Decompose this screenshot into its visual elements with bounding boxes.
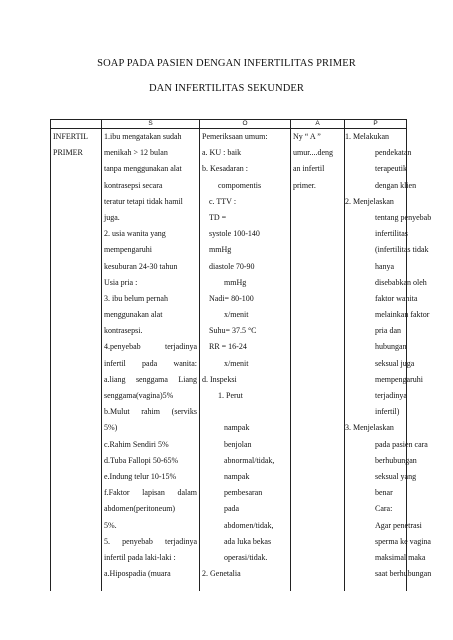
cell-line: sperma ke vagina xyxy=(375,536,431,546)
cell-line: pada pasien cara xyxy=(375,439,428,449)
cell-line: teratur tetapi tidak hamil xyxy=(104,196,183,206)
cell-line: x/menit xyxy=(224,358,249,368)
cell-line: 3. ibu belum pernah xyxy=(104,293,168,303)
cell-diagnosis xyxy=(51,129,102,591)
cell-line: Cara: xyxy=(375,504,393,514)
cell-line: menikah > 12 bulan xyxy=(104,148,168,158)
cell-line: operasi/tidak. xyxy=(224,552,268,562)
cell-line: pada xyxy=(224,504,240,514)
cell-line: nampak xyxy=(224,471,250,481)
cell-line: 1. Melakukan xyxy=(345,132,389,141)
header-p: P xyxy=(345,120,407,129)
cell-line: Nadi= 80-100 xyxy=(209,293,254,303)
cell-line: melainkan faktor xyxy=(375,310,430,320)
cell-line: 1.ibu mengatakan sudah xyxy=(104,132,182,141)
cell-line: 2. Menjelaskan xyxy=(345,196,394,206)
header-o: O xyxy=(200,120,291,129)
header-s: S xyxy=(102,120,200,129)
cell-line: systole 100-140 xyxy=(209,229,260,239)
table-row xyxy=(51,129,407,591)
cell-line: infertilitas xyxy=(375,229,408,239)
cell-line: 4.penyebab terjadinya xyxy=(104,342,197,352)
cell-line: infertil) xyxy=(375,407,400,417)
cell-line: diastole 70-90 xyxy=(209,261,255,271)
cell-line: 5%. xyxy=(104,520,117,530)
cell-line: Ny “ A ” xyxy=(293,132,321,141)
cell-line: tanpa menggunakan alat xyxy=(104,164,182,174)
cell-line: infertil pada wanita: xyxy=(104,358,197,368)
cell-line: Usia pria : xyxy=(104,277,138,287)
cell-line: terapeutik xyxy=(375,164,407,174)
cell-assessment xyxy=(291,129,345,591)
cell-line: pria dan xyxy=(375,326,401,336)
cell-line: nampak xyxy=(224,423,250,433)
cell-line: a.Hipospadia (muara xyxy=(104,569,171,579)
cell-line: mmHg xyxy=(209,245,232,255)
cell-line: Pemeriksaan umum: xyxy=(202,132,268,141)
cell-line: d.Tuba Fallopi 50-65% xyxy=(104,455,179,465)
cell-line: infertil pada laki-laki : xyxy=(104,552,176,562)
cell-line: (infertilitas tidak xyxy=(375,245,429,255)
cell-line xyxy=(200,404,290,420)
cell-subjective xyxy=(102,129,200,591)
cell-line: hanya xyxy=(375,261,395,271)
cell-line: f.Faktor lapisan dalam xyxy=(104,488,197,498)
cell-line: umur....deng xyxy=(293,148,333,158)
cell-line: faktor wanita xyxy=(375,293,418,303)
cell-line: x/menit xyxy=(224,310,249,320)
cell-line: TD = xyxy=(209,212,227,222)
cell-line: abnormal/tidak, xyxy=(224,455,275,465)
cell-line: juga. xyxy=(104,212,120,222)
cell-line: primer. xyxy=(293,180,316,190)
cell-line: benjolan xyxy=(224,439,252,449)
cell-line: senggama(vagina)5% xyxy=(104,391,174,400)
cell-line: mempengaruhi xyxy=(104,245,152,255)
cell-line: seksual yang xyxy=(375,471,417,481)
cell-line: maksimal maka xyxy=(375,552,426,562)
cell-line: a. KU : baik xyxy=(202,148,242,158)
cell-line: pendekatan xyxy=(375,148,412,158)
cell-line: disebabkan oleh xyxy=(375,277,427,287)
cell-line: d. Inspeksi xyxy=(202,374,237,384)
document-title-line-1: SOAP PADA PASIEN DENGAN INFERTILITAS PRIMER xyxy=(97,58,356,69)
cell-line: kesuburan 24-30 tahun xyxy=(104,261,178,271)
document-title-line-2: DAN INFERTILITAS SEKUNDER xyxy=(148,83,305,94)
cell-line: e.Indung telur 10-15% xyxy=(104,471,177,481)
cell-line: dengan klien xyxy=(375,180,417,190)
cell-line: INFERTIL xyxy=(53,132,89,141)
cell-line: b.Mulut rahim (serviks xyxy=(104,407,197,417)
cell-line: mmHg xyxy=(224,277,247,287)
cell-line: compomentis xyxy=(218,180,262,190)
cell-line: abdomen/tidak, xyxy=(224,520,274,530)
cell-line: abdomen(peritoneum) xyxy=(104,504,176,514)
cell-line: menggunakan alat xyxy=(104,310,163,320)
cell-line: Agar penetrasi xyxy=(375,520,422,530)
cell-line: benar xyxy=(375,488,393,498)
cell-plan xyxy=(345,129,432,591)
cell-line: Suhu= 37.5 °C xyxy=(209,326,257,336)
cell-line: tentang penyebab xyxy=(375,212,432,222)
cell-line: c.Rahim Sendiri 5% xyxy=(104,439,169,449)
cell-line: b. Kesadaran : xyxy=(202,164,248,174)
cell-line: ada luka bekas xyxy=(224,536,272,546)
cell-line: seksual juga xyxy=(375,358,415,368)
cell-line: mempengaruhi xyxy=(375,374,423,384)
cell-line: berhubungan xyxy=(375,455,417,465)
cell-line: c. TTV : xyxy=(209,196,237,206)
header-diagnosis xyxy=(51,120,102,129)
cell-line: kontrasepsi secara xyxy=(104,180,163,190)
cell-line: a.liang senggama Liang xyxy=(104,374,197,384)
cell-line: RR = 16-24 xyxy=(209,342,247,352)
header-a: A xyxy=(291,120,345,129)
cell-line: 2. Genetalia xyxy=(202,569,241,579)
cell-line: 3. Menjelaskan xyxy=(345,423,394,433)
cell-line: pembesaran xyxy=(224,488,263,498)
cell-line: terjadinya xyxy=(375,391,407,400)
cell-line: PRIMER xyxy=(53,148,83,158)
cell-objective xyxy=(200,129,291,591)
table-header-row xyxy=(51,120,407,129)
cell-line: saat berhubungan xyxy=(375,569,432,579)
cell-line: hubungan xyxy=(375,342,407,352)
cell-line: 5%) xyxy=(104,423,118,433)
cell-line: an infertil xyxy=(293,164,325,174)
cell-line: 2. usia wanita yang xyxy=(104,229,166,239)
soap-table xyxy=(50,119,432,591)
cell-line: 1. Perut xyxy=(218,391,243,400)
cell-line: kontrasepsi. xyxy=(104,326,143,336)
cell-line: 5. penyebab terjadinya xyxy=(104,536,197,546)
